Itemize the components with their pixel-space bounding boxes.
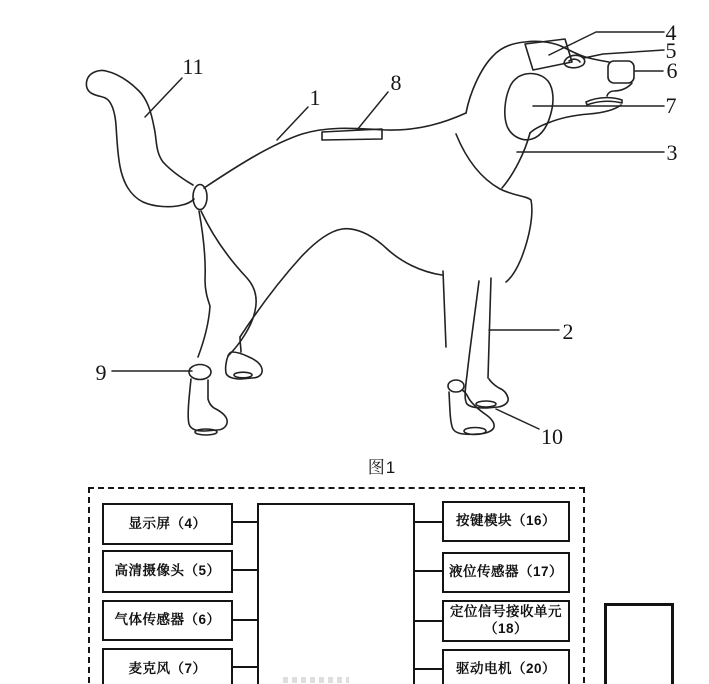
dog-eye	[564, 55, 585, 67]
dog-belly	[240, 229, 442, 337]
connector-cpu-level	[414, 570, 443, 572]
hind-leg-far-pad	[234, 372, 252, 378]
callout-8: 8	[390, 70, 402, 95]
leader-line-11	[145, 78, 182, 117]
module-box-key-module: 按键模块（16）	[442, 501, 570, 542]
leader-line-5	[584, 50, 664, 58]
external-block	[604, 603, 674, 684]
dog-nose	[608, 61, 634, 83]
connector-cpu-keys	[414, 521, 443, 523]
module-box-microphone: 麦克风（7）	[102, 648, 233, 684]
module-box-drive-motor: 驱动电机（20）	[442, 649, 570, 684]
module-box-level-sensor: 液位传感器（17）	[442, 552, 570, 593]
front-leg-far	[443, 271, 446, 347]
belly-end	[240, 337, 241, 352]
callout-2: 2	[562, 319, 574, 344]
leader-lines	[112, 32, 664, 429]
module-box-gas-sensor: 气体传感器（6）	[102, 600, 233, 641]
connector-gas-cpu	[232, 619, 258, 621]
module-box-hd-camera: 高清摄像头（5）	[102, 550, 233, 593]
leader-line-10	[496, 409, 539, 429]
callout-9: 9	[95, 360, 107, 385]
leader-line-1	[277, 107, 308, 140]
leader-line-8	[357, 92, 388, 130]
callout-4: 4	[665, 20, 677, 45]
hind-leg-front-edge	[198, 211, 210, 357]
dog-tail	[86, 70, 194, 206]
hind-ankle-joint	[189, 365, 211, 380]
front-leg-near-back-edge	[488, 278, 491, 378]
dog-neck-chest	[456, 134, 532, 282]
connector-mic-cpu	[232, 666, 258, 668]
dog-jaw	[530, 105, 621, 133]
dog-cheek	[502, 133, 530, 188]
dog-rump-thigh	[201, 211, 256, 356]
callout-10: 10	[541, 424, 563, 449]
callout-5: 5	[665, 38, 677, 63]
connector-cpu-motor	[414, 668, 443, 670]
callout-11: 11	[182, 54, 204, 79]
dog-back	[204, 113, 466, 188]
dog-head-outline	[466, 41, 609, 113]
connector-cpu-positioning	[414, 620, 443, 622]
figure1-caption: 图1	[367, 458, 397, 477]
connector-display-cpu	[232, 521, 258, 523]
callout-labels	[96, 20, 678, 449]
clipped-label-fragment	[283, 677, 349, 683]
dog-mouth	[586, 98, 622, 105]
hind-leg-boot	[188, 379, 227, 431]
hind-leg-far-paw	[226, 352, 263, 379]
callout-3: 3	[666, 140, 678, 165]
module-box-display: 显示屏（4）	[102, 503, 233, 545]
callout-1: 1	[309, 85, 321, 110]
central-processor-box	[257, 503, 415, 684]
front-leg-near-pad	[476, 401, 496, 407]
back-mounted-module	[322, 129, 382, 140]
front-leg-near	[465, 281, 508, 408]
connector-camera-cpu	[232, 569, 258, 571]
callout-6: 6	[666, 58, 678, 83]
module-box-positioning-rx: 定位信号接收单元（18）	[442, 600, 570, 642]
muzzle-front	[607, 83, 632, 96]
hind-leg-pad	[195, 429, 217, 435]
callout-7: 7	[665, 93, 677, 118]
